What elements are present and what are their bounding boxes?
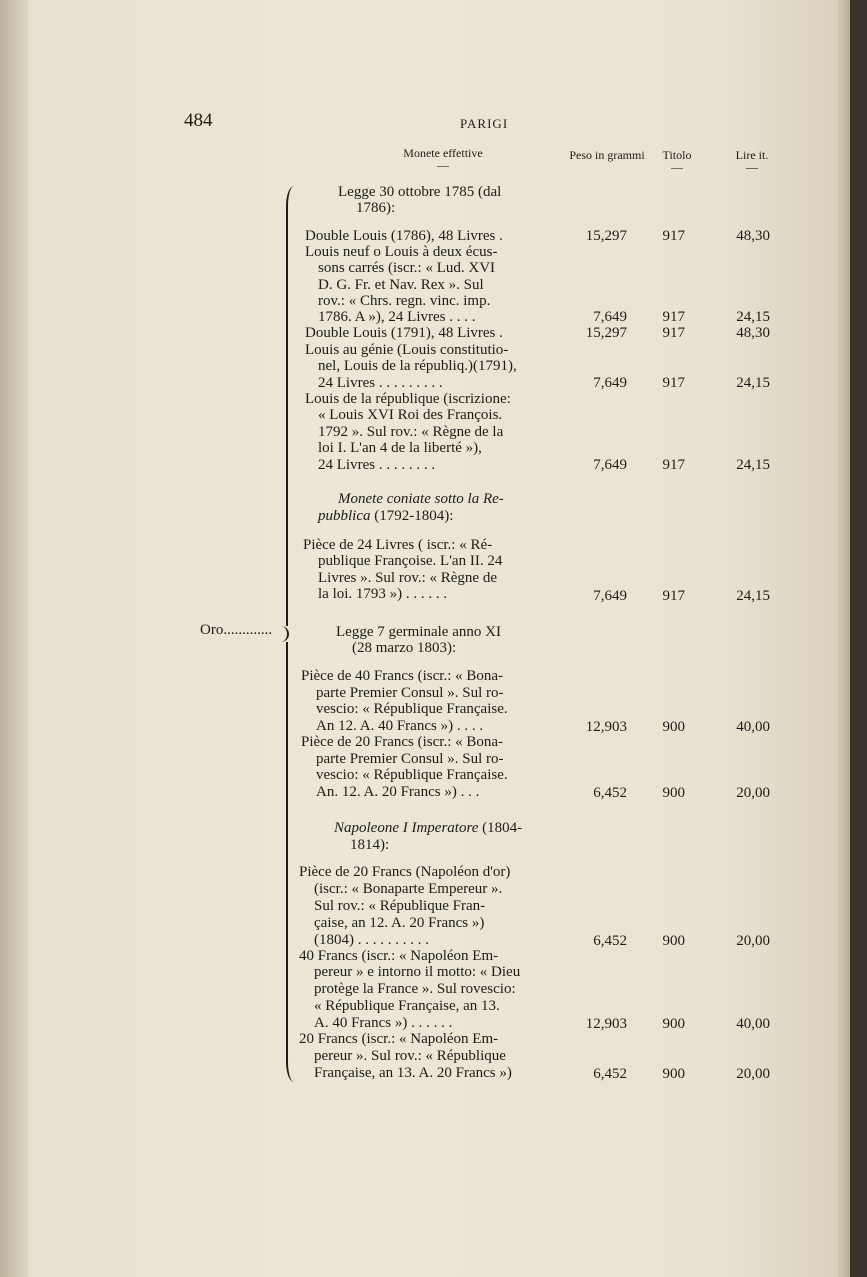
- fineness: 917: [662, 325, 685, 341]
- fineness: 917: [662, 309, 685, 325]
- weight-grams: 12,903: [585, 1016, 627, 1032]
- value-lire: 24,15: [736, 309, 770, 325]
- coin-entry: Pièce de 40 Francs (iscr.: « Bona-: [301, 668, 504, 684]
- coin-entry: An 12. A. 40 Francs ») . . . .: [316, 718, 484, 734]
- header-value: Lire it. —: [735, 148, 769, 174]
- coin-entry: Pièce de 20 Francs (iscr.: « Bona-: [301, 734, 504, 750]
- value-lire: 20,00: [736, 785, 770, 801]
- value-lire: 24,15: [736, 457, 770, 473]
- fineness: 917: [662, 375, 685, 391]
- brace-lower: [286, 642, 294, 1082]
- weight-grams: 7,649: [593, 588, 627, 604]
- value-lire: 24,15: [736, 588, 770, 604]
- fineness: 900: [662, 933, 685, 949]
- coin-entry: « République Française, an 13.: [314, 998, 500, 1014]
- coin-entry: parte Premier Consul ». Sul ro-: [316, 751, 504, 767]
- coin-entry: « Louis XVI Roi des François.: [318, 407, 503, 423]
- section-heading: (28 marzo 1803):: [352, 640, 457, 656]
- weight-grams: 12,903: [585, 719, 627, 735]
- weight-grams: 15,297: [585, 228, 627, 244]
- page-number: 484: [184, 110, 213, 131]
- coin-entry: 24 Livres . . . . . . . .: [318, 457, 436, 473]
- section-heading: Napoleone I Imperatore (1804-: [334, 820, 523, 836]
- coin-entry: 1786. A »), 24 Livres . . . .: [318, 309, 476, 325]
- coin-entry: An. 12. A. 20 Francs ») . . .: [316, 784, 480, 800]
- section-heading: pubblica (1792-1804):: [318, 508, 454, 524]
- fineness: 917: [662, 228, 685, 244]
- section-heading: 1786):: [356, 200, 396, 216]
- fineness: 900: [662, 1066, 685, 1082]
- coin-entry: vescio: « République Française.: [316, 701, 508, 717]
- value-lire: 20,00: [736, 1066, 770, 1082]
- coin-entry: Sul rov.: « République Fran-: [314, 898, 486, 914]
- fineness: 917: [662, 457, 685, 473]
- coin-entry: 24 Livres . . . . . . . . .: [318, 375, 443, 391]
- coin-entry: Livres ». Sul rov.: « Règne de: [318, 570, 497, 586]
- coin-entry: pereur ». Sul rov.: « République: [314, 1048, 506, 1064]
- value-lire: 20,00: [736, 933, 770, 949]
- running-head: PARIGI: [460, 116, 509, 131]
- coin-entry: 40 Francs (iscr.: « Napoléon Em-: [299, 948, 499, 964]
- section-heading: Legge 7 germinale anno XI: [336, 624, 501, 640]
- brace-upper: [286, 186, 294, 626]
- weight-grams: 15,297: [585, 325, 627, 341]
- value-lire: 40,00: [736, 1016, 770, 1032]
- coin-entry: Louis de la république (iscrizione:: [305, 391, 511, 407]
- section-heading: Monete coniate sotto la Re-: [338, 491, 504, 507]
- value-lire: 40,00: [736, 719, 770, 735]
- coin-entry: A. 40 Francs ») . . . . . .: [314, 1015, 453, 1031]
- header-fineness: Titolo —: [662, 148, 692, 174]
- fineness: 917: [662, 588, 685, 604]
- page-edge-shadow: [838, 0, 850, 1277]
- book-edge-background: [850, 0, 867, 1277]
- coin-entry: protège la France ». Sul rovescio:: [314, 981, 516, 997]
- coin-entry: parte Premier Consul ». Sul ro-: [316, 685, 504, 701]
- fineness: 900: [662, 1016, 685, 1032]
- fineness: 900: [662, 719, 685, 735]
- weight-grams: 7,649: [593, 375, 627, 391]
- value-lire: 24,15: [736, 375, 770, 391]
- coin-entry: publique Françoise. L'an II. 24: [318, 553, 503, 569]
- coin-entry: D. G. Fr. et Nav. Rex ». Sul: [318, 277, 484, 293]
- coin-entry: loi I. L'an 4 de la liberté »),: [318, 440, 482, 456]
- coin-entry: Double Louis (1786), 48 Livres .: [305, 228, 503, 244]
- weight-grams: 6,452: [593, 1066, 627, 1082]
- coin-entry: Louis au génie (Louis constitutio-: [305, 342, 509, 358]
- side-label-gold: Oro.............: [200, 622, 273, 638]
- coin-entry: Française, an 13. A. 20 Francs »): [314, 1065, 512, 1081]
- coin-entry: Double Louis (1791), 48 Livres .: [305, 325, 503, 341]
- coin-entry: la loi. 1793 ») . . . . . .: [318, 586, 448, 602]
- coin-entry: sons carrés (iscr.: « Lud. XVI: [318, 260, 496, 276]
- coin-entry: çaise, an 12. A. 20 Francs »): [314, 915, 485, 931]
- section-heading: Legge 30 ottobre 1785 (dal: [338, 184, 502, 200]
- brace-point: [279, 626, 289, 642]
- fineness: 900: [662, 785, 685, 801]
- coin-entry: Pièce de 20 Francs (Napoléon d'or): [299, 864, 511, 880]
- weight-grams: 6,452: [593, 785, 627, 801]
- weight-grams: 7,649: [593, 457, 627, 473]
- coin-entry: rov.: « Chrs. regn. vinc. imp.: [318, 293, 491, 309]
- coin-entry: Pièce de 24 Livres ( iscr.: « Ré-: [303, 537, 493, 553]
- coin-entry: 20 Francs (iscr.: « Napoléon Em-: [299, 1031, 499, 1047]
- page-gutter: [0, 0, 28, 1277]
- header-description: Monete effettive —: [403, 146, 483, 172]
- section-heading: 1814):: [350, 837, 390, 853]
- coin-entry: nel, Louis de la républiq.)(1791),: [318, 358, 517, 374]
- coin-entry: vescio: « République Française.: [316, 767, 508, 783]
- weight-grams: 6,452: [593, 933, 627, 949]
- weight-grams: 7,649: [593, 309, 627, 325]
- coin-entry: 1792 ». Sul rov.: « Règne de la: [318, 424, 504, 440]
- coin-entry: pereur » e intorno il motto: « Dieu: [314, 964, 521, 980]
- value-lire: 48,30: [736, 325, 770, 341]
- coin-entry: (1804) . . . . . . . . . .: [314, 932, 429, 948]
- header-weight: Peso in grammi: [569, 148, 645, 162]
- value-lire: 48,30: [736, 228, 770, 244]
- coin-entry: Louis neuf o Louis à deux écus-: [305, 244, 498, 260]
- coin-entry: (iscr.: « Bonaparte Empereur ».: [314, 881, 503, 897]
